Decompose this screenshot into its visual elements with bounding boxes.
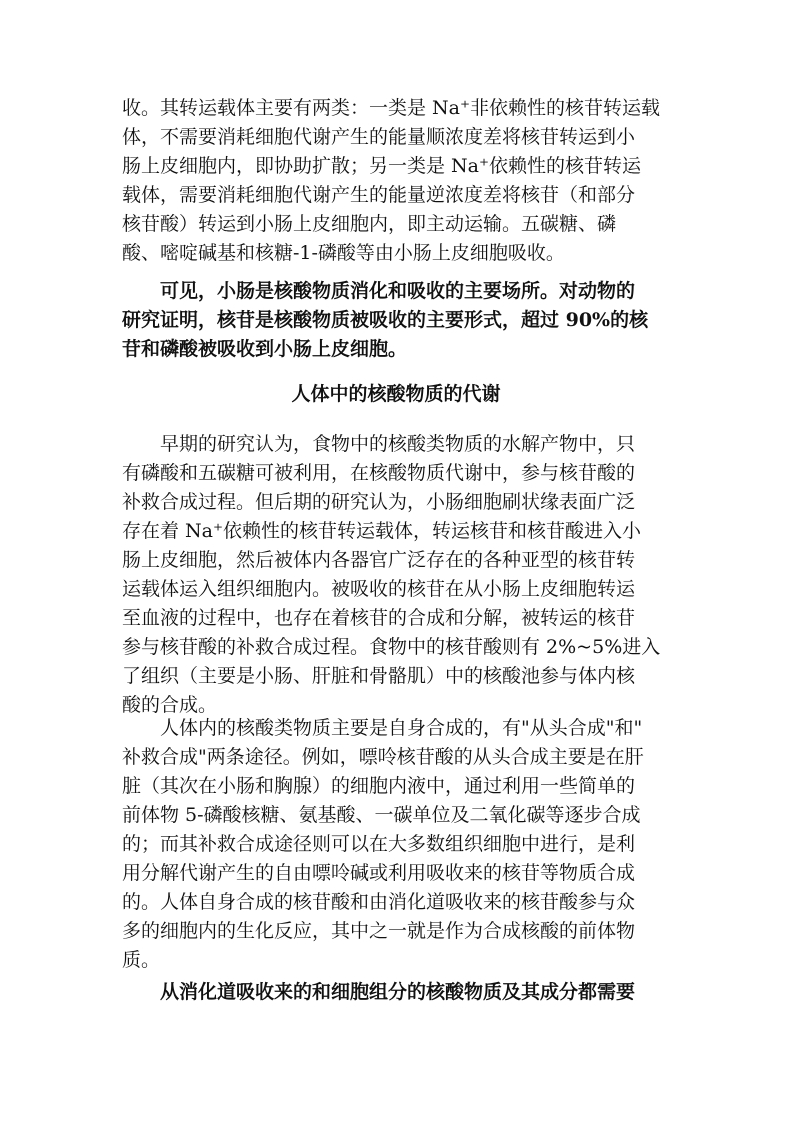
- section-heading: 人体中的核酸物质的代谢: [291, 383, 501, 405]
- text-line: 参与核苷酸的补救合成过程。食物中的核苷酸则有 2%~5%进入: [122, 636, 661, 658]
- text-line: 早期的研究认为，食物中的核酸类物质的水解产物中，只: [160, 433, 636, 455]
- paragraph-conclusion: [122, 277, 670, 364]
- paragraph-synthesis-pathways: [122, 714, 670, 975]
- text-line: 苷和磷酸被吸收到小肠上皮细胞。: [122, 338, 408, 360]
- text-line: 存在着 Na⁺依赖性的核苷转运载体，转运核苷和核苷酸进入小: [122, 520, 642, 542]
- text-line: 可见，小肠是核酸物质消化和吸收的主要场所。对动物的: [160, 280, 636, 302]
- text-line: 载体，需要消耗细胞代谢产生的能量逆浓度差将核苷（和部分: [122, 184, 636, 206]
- text-line: 从消化道吸收来的和细胞组分的核酸物质及其成分都需要: [160, 981, 636, 1003]
- text-line: 补救合成"两条途径。例如，嘌呤核苷酸的从头合成主要是在肝: [122, 746, 644, 768]
- paragraph-continuation: [122, 978, 670, 1007]
- text-line: 补救合成过程。但后期的研究认为，小肠细胞刷状缘表面广泛: [122, 491, 636, 513]
- text-line: 肠上皮细胞内，即协助扩散；另一类是 Na⁺依赖性的核苷转运: [122, 155, 642, 177]
- text-line: 脏（其次在小肠和胸腺）的细胞内液中，通过利用一些简单的: [122, 775, 636, 797]
- text-line: 前体物 5-磷酸核糖、氨基酸、一碳单位及二氧化碳等逐步合成: [122, 804, 641, 826]
- text-line: 人体内的核酸类物质主要是自身合成的，有"从头合成"和": [160, 717, 643, 739]
- text-line: 用分解代谢产生的自由嘌呤碱或利用吸收来的核苷等物质合成: [122, 862, 636, 884]
- paragraph-early-research: [122, 430, 670, 720]
- text-line: 体，不需要消耗细胞代谢产生的能量顺浓度差将核苷转运到小: [122, 126, 636, 148]
- text-line: 运载体运入组织细胞内。被吸收的核苷在从小肠上皮细胞转运: [122, 578, 636, 600]
- text-line: 酸的合成。: [122, 694, 218, 716]
- text-line: 收。其转运载体主要有两类：一类是 Na⁺非依赖性的核苷转运载: [122, 97, 661, 119]
- text-line: 的。人体自身合成的核苷酸和由消化道吸收来的核苷酸参与众: [122, 891, 636, 913]
- paragraph-transport-carriers: [122, 94, 670, 268]
- text-line: 多的细胞内的生化反应，其中之一就是作为合成核酸的前体物: [122, 920, 636, 942]
- text-line: 肠上皮细胞，然后被体内各器官广泛存在的各种亚型的核苷转: [122, 549, 636, 571]
- text-line: 有磷酸和五碳糖可被利用，在核酸物质代谢中，参与核苷酸的: [122, 462, 636, 484]
- text-line: 至血液的过程中，也存在着核苷的合成和分解，被转运的核苷: [122, 607, 636, 629]
- text-line: 的；而其补救合成途径则可以在大多数组织细胞中进行，是利: [122, 833, 636, 855]
- text-line: 核苷酸）转运到小肠上皮细胞内，即主动运输。五碳糖、磷: [122, 213, 617, 235]
- text-line: 质。: [122, 949, 161, 971]
- text-line: 研究证明，核苷是核酸物质被吸收的主要形式，超过 90%的核: [122, 309, 649, 331]
- text-line: 酸、嘧啶碱基和核糖-1-磷酸等由小肠上皮细胞吸收。: [122, 242, 565, 264]
- text-line: 了组织（主要是小肠、肝脏和骨骼肌）中的核酸池参与体内核: [122, 665, 636, 687]
